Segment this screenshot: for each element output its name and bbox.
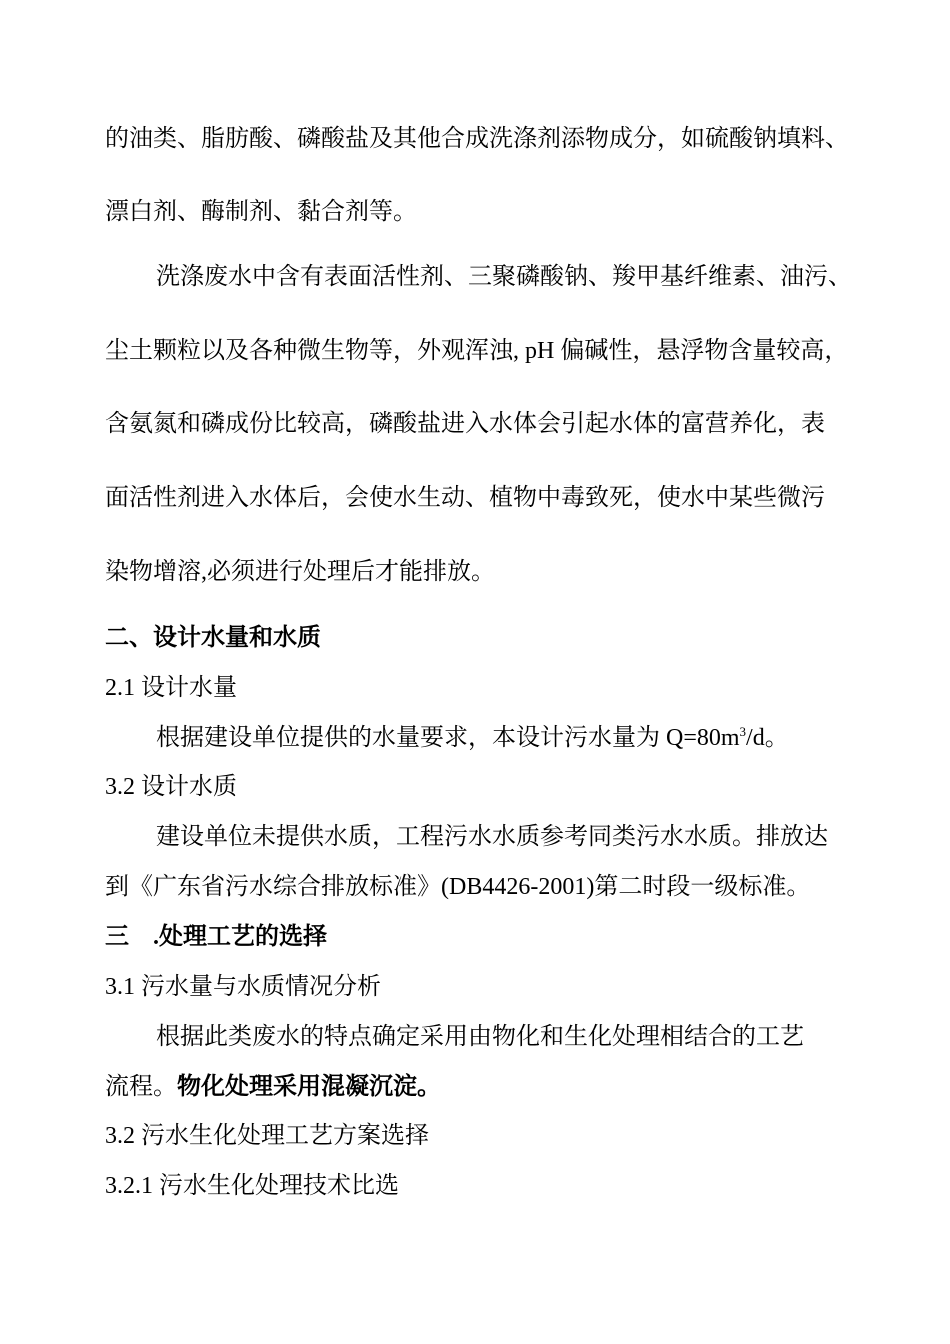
paragraph-1-line-1: 的油类、脂肪酸、磷酸盐及其他合成洗涤剂添物成分，如硫酸钠填料、 bbox=[105, 126, 849, 152]
design-flow-superscript: 3 bbox=[739, 724, 747, 739]
section-3-2-title: 3.2 设计水质 bbox=[105, 774, 237, 800]
section-2-1-title: 2.1 设计水量 bbox=[105, 675, 237, 701]
paragraph-2-line-1: 洗涤废水中含有表面活性剂、三聚磷酸钠、羧甲基纤维素、油污、 bbox=[156, 264, 852, 290]
water-quality-line-2: 到《广东省污水综合排放标准》(DB4426-2001)第二时段一级标准。 bbox=[105, 874, 811, 900]
water-quality-line-1: 建设单位未提供水质，工程污水水质参考同类污水水质。排放达 bbox=[156, 824, 828, 850]
design-flow-text-unit: /d。 bbox=[746, 725, 789, 751]
section-3-2-process-title: 3.2 污水生化处理工艺方案选择 bbox=[105, 1123, 429, 1149]
section-3-2-1-title: 3.2.1 污水生化处理技术比选 bbox=[105, 1173, 399, 1199]
analysis-line-2 bbox=[105, 1072, 865, 1102]
paragraph-2-line-3: 含氨氮和磷成份比较高，磷酸盐进入水体会引起水体的富营养化，表 bbox=[105, 411, 825, 437]
paragraph-2-line-2: 尘土颗粒以及各种微生物等，外观浑浊, pH 偏碱性，悬浮物含量较高， bbox=[105, 338, 849, 364]
design-flow-text bbox=[156, 723, 866, 753]
paragraph-2-line-4: 面活性剂进入水体后，会使水生动、植物中毒致死，使水中某些微污 bbox=[105, 485, 825, 511]
section-3-heading: 三 .处理工艺的选择 bbox=[105, 924, 327, 950]
section-3-1-title: 3.1 污水量与水质情况分析 bbox=[105, 974, 381, 1000]
analysis-line-2-bold: 物化处理采用混凝沉淀。 bbox=[177, 1074, 441, 1100]
design-flow-text-main: 根据建设单位提供的水量要求，本设计污水量为 Q=80m bbox=[156, 725, 740, 751]
paragraph-1-line-2: 漂白剂、酶制剂、黏合剂等。 bbox=[105, 199, 417, 225]
analysis-line-2-normal: 流程。 bbox=[105, 1074, 177, 1100]
paragraph-2-line-5: 染物增溶,必须进行处理后才能排放。 bbox=[105, 559, 495, 585]
section-2-heading: 二、设计水量和水质 bbox=[105, 625, 321, 651]
analysis-line-1: 根据此类废水的特点确定采用由物化和生化处理相结合的工艺 bbox=[156, 1024, 804, 1050]
